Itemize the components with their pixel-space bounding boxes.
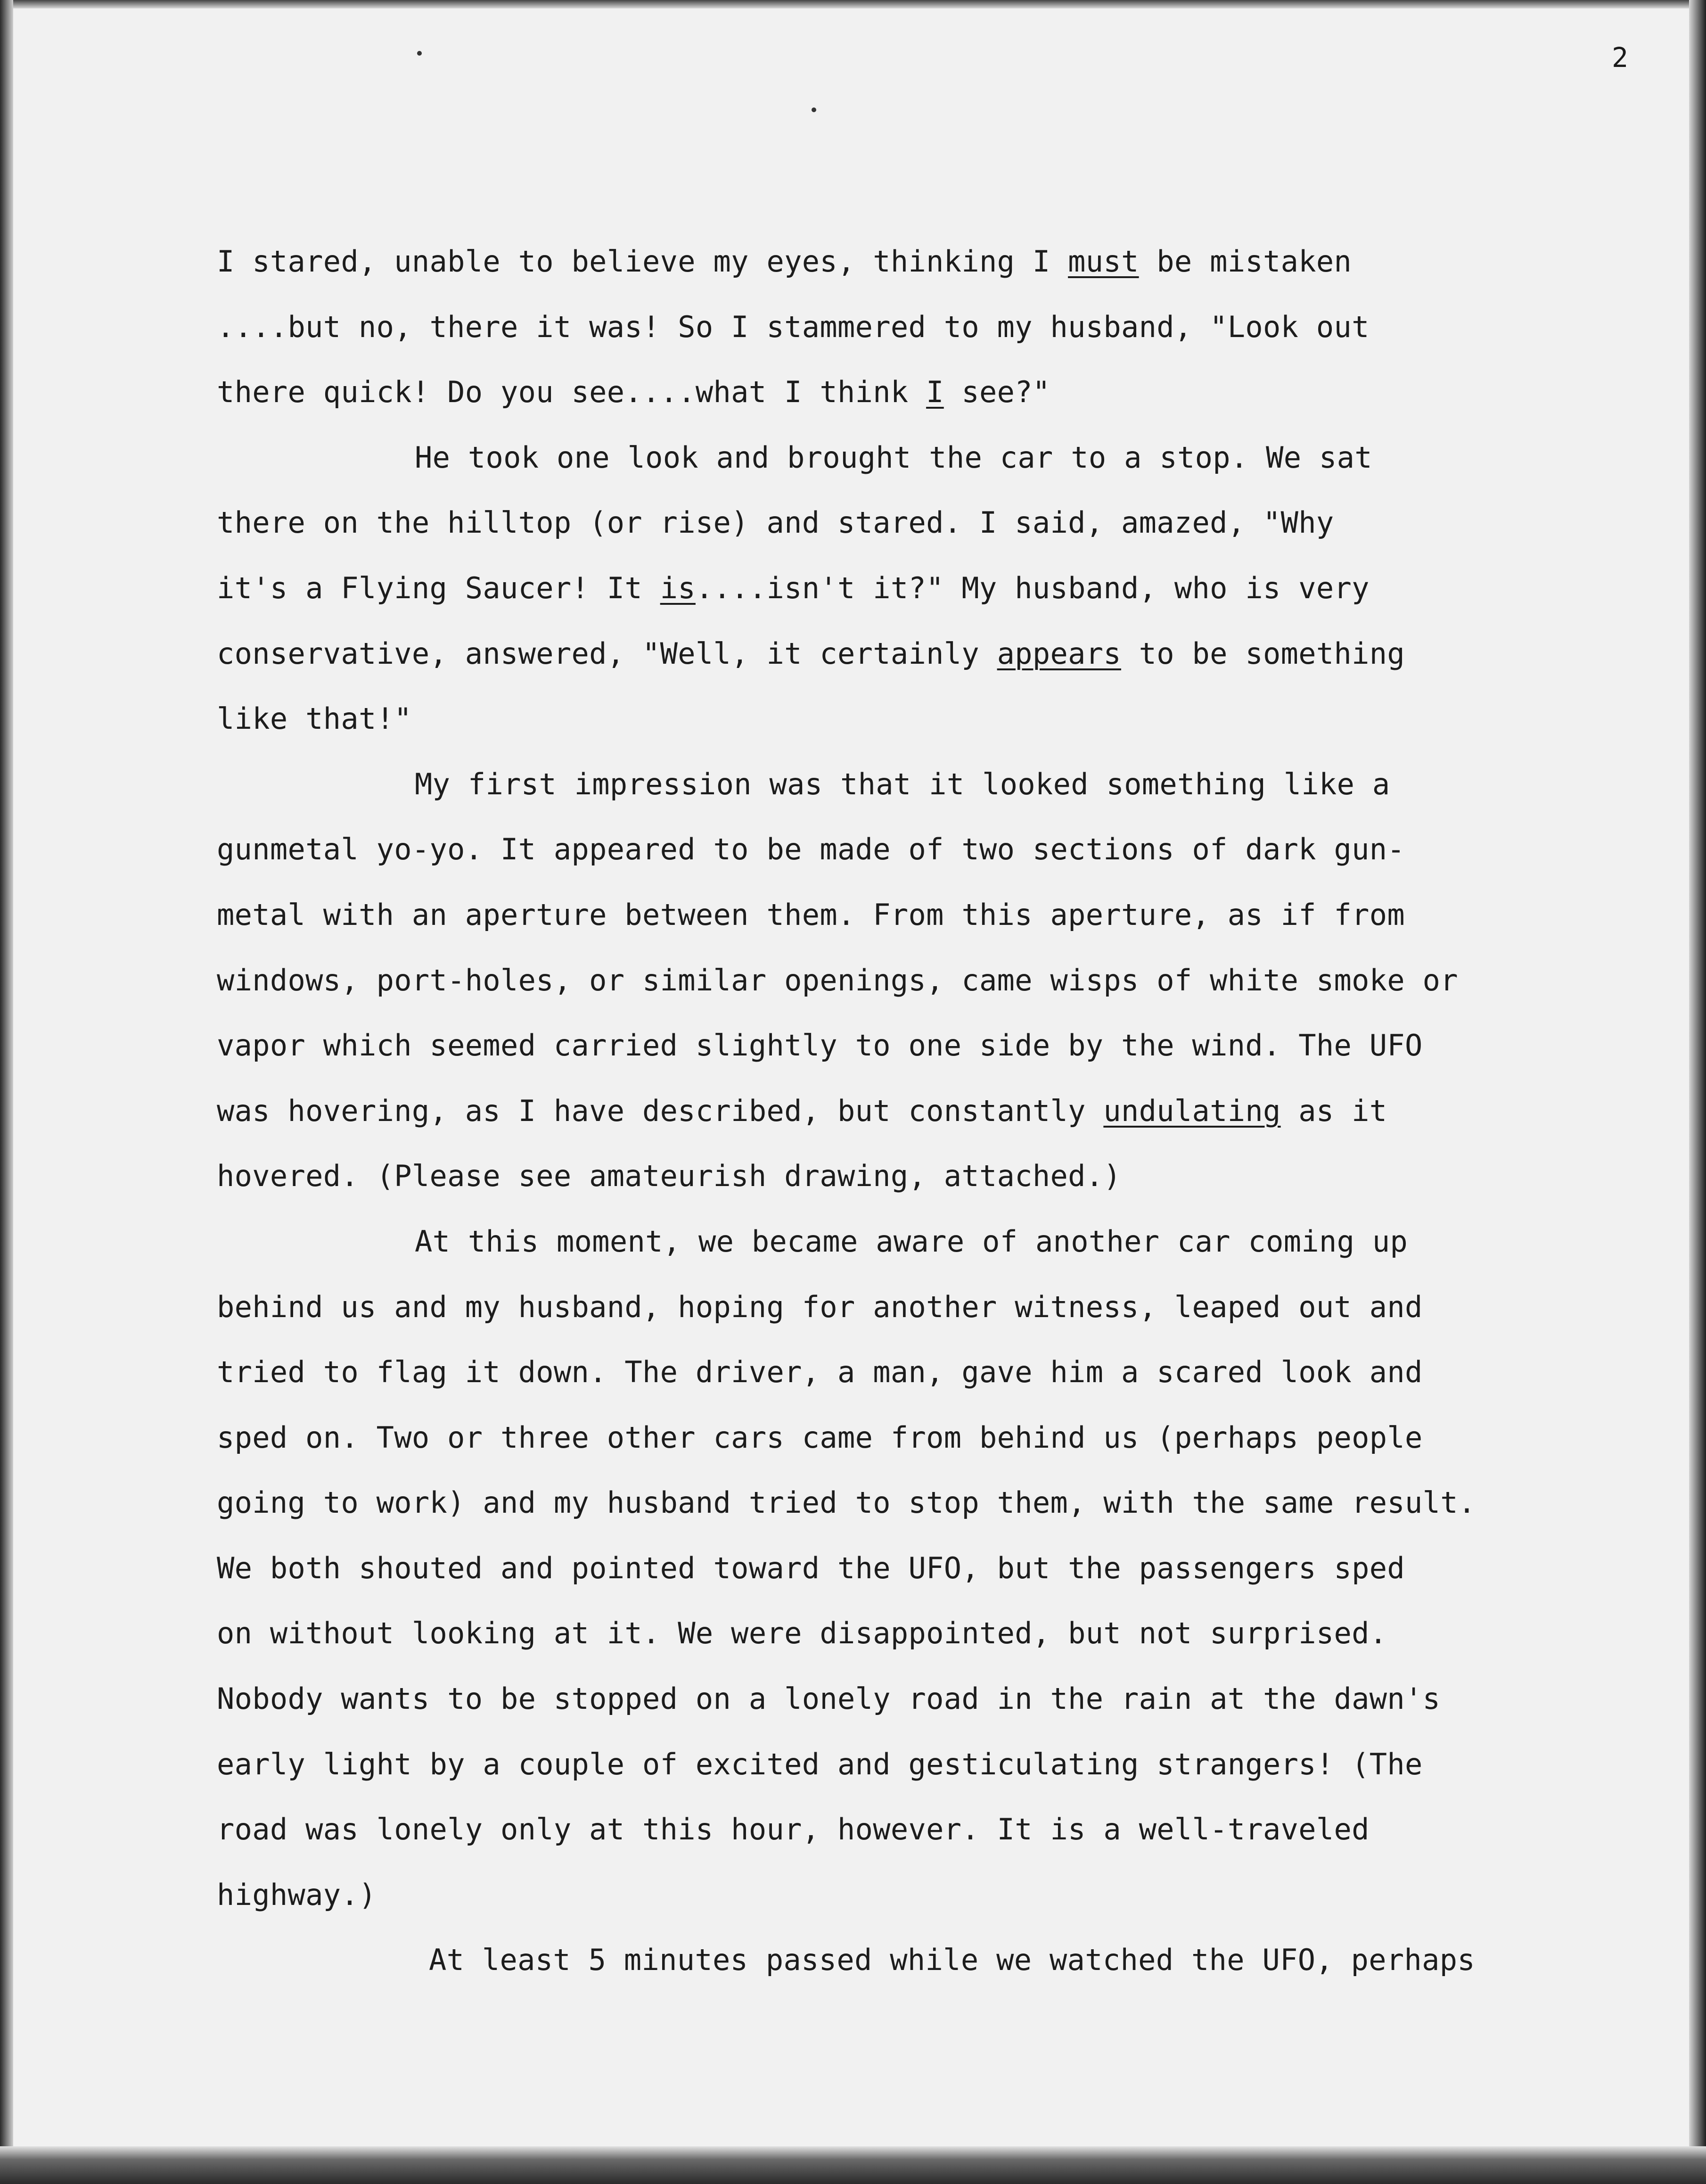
text-line: Nobody wants to be stopped on a lonely road in the rain at the dawn's (217, 1681, 1441, 1716)
scan-border-right (1689, 0, 1706, 2184)
text-line: I stared, unable to believe my eyes, thinking I must be mistaken (217, 244, 1352, 279)
text-line: highway.) (217, 1877, 377, 1912)
text-line: behind us and my husband, hoping for another witness, leaped out and (217, 1289, 1423, 1324)
text-line: We both shouted and pointed toward the UFO, but the passengers sped (217, 1550, 1405, 1585)
text-line: there quick! Do you see....what I think I see?" (217, 375, 1050, 410)
text-line: going to work) and my husband tried to stop them, with the same result. (217, 1485, 1476, 1520)
text-line: like that!" (217, 701, 412, 736)
text-line: tried to flag it down. The driver, a man, gave him a scared look and (217, 1355, 1423, 1390)
text-line: gunmetal yo-yo. It appeared to be made of two sections of dark gun- (217, 832, 1405, 867)
text-line: At least 5 minutes passed while we watched the UFO, perhaps (429, 1943, 1476, 1978)
text-line: vapor which seemed carried slightly to one side by the wind. The UFO (217, 1028, 1423, 1063)
text-line: was hovering, as I have described, but constantly undulating as it (217, 1093, 1387, 1128)
scan-speck (417, 51, 422, 56)
text-line: sped on. Two or three other cars came from behind us (perhaps people (217, 1420, 1423, 1455)
text-line: My first impression was that it looked something like a (415, 766, 1390, 801)
text-line: At this moment, we became aware of another car coming up (415, 1224, 1408, 1259)
text-line: conservative, answered, "Well, it certainly appears to be something (217, 636, 1405, 671)
text-line: windows, port-holes, or similar openings, came wisps of white smoke or (217, 963, 1458, 997)
page-number: 2 (1612, 41, 1628, 74)
scan-border-bottom (0, 2146, 1706, 2184)
underlined-word: I (926, 375, 944, 410)
text-line: early light by a couple of excited and gesticulating strangers! (The (217, 1747, 1423, 1781)
typed-text-body (217, 229, 1621, 1993)
text-line: He took one look and brought the car to a stop. We sat (415, 440, 1372, 475)
text-line: hovered. (Please see amateurish drawing, attached.) (217, 1159, 1121, 1194)
text-line: road was lonely only at this hour, however. It is a well-traveled (217, 1812, 1370, 1847)
text-line: metal with an aperture between them. From this aperture, as if from (217, 897, 1405, 932)
underlined-word: is (660, 570, 696, 605)
text-line: it's a Flying Saucer! It is....isn't it?" My husband, who is very (217, 570, 1370, 605)
text-line: on without looking at it. We were disappointed, but not surprised. (217, 1616, 1387, 1651)
text-line: there on the hilltop (or rise) and stared. I said, amazed, "Why (217, 505, 1334, 540)
underlined-word: must (1068, 244, 1139, 279)
scan-border-left (0, 0, 13, 2184)
scan-border-top (0, 0, 1706, 8)
underlined-word: undulating (1103, 1093, 1281, 1128)
underlined-word: appears (997, 636, 1121, 671)
scan-speck (812, 107, 816, 112)
text-line: ....but no, there it was! So I stammered to my husband, "Look out (217, 309, 1370, 344)
